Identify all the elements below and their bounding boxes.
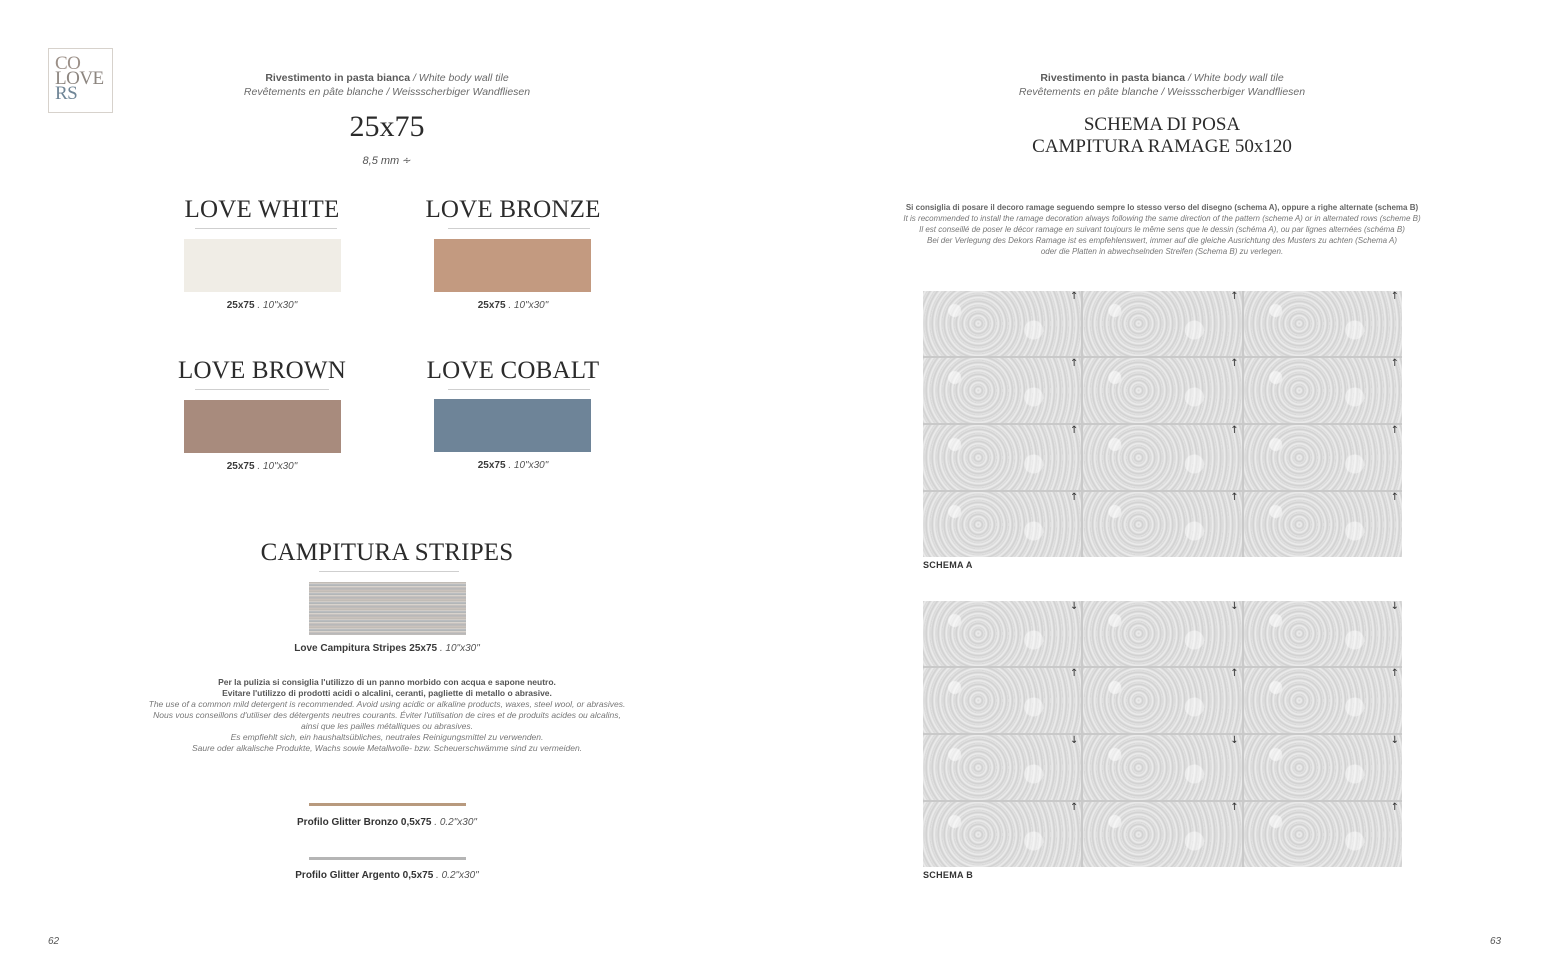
schema-b-label: SCHEMA B	[923, 870, 974, 880]
tile-size-bold: 25x75	[226, 300, 255, 311]
tile-name: LOVE WHITE	[184, 196, 340, 223]
size-title: 25x75	[349, 110, 425, 143]
arrow-up-icon: ↑	[1230, 668, 1239, 679]
arrow-up-icon: ↑	[1230, 358, 1239, 369]
note-line: Il est conseillé de poser le décor ramage en suivant toujours le même sens que le dessin (schéma A), ou par lignes alternées (schéma B)	[919, 225, 1405, 234]
stripes-section	[237, 539, 537, 572]
ramage-tile	[1083, 291, 1241, 356]
swatch-love-bronze	[434, 239, 591, 292]
ramage-tile	[1244, 601, 1402, 666]
tile-size-label	[162, 461, 362, 472]
arrow-up-icon: ↑	[1069, 802, 1079, 813]
tile-card-love-brown	[161, 357, 363, 390]
left-subtitle	[187, 71, 587, 99]
ramage-tile	[923, 735, 1081, 800]
ramage-tile	[1244, 291, 1402, 356]
tile-size-label	[413, 460, 613, 471]
arrow-up-icon: ↑	[1069, 425, 1079, 436]
arrow-up-icon: ↑	[1069, 358, 1079, 369]
right-subtitle-line2: Revêtements en pâte blanche / Weissscherbiger Wandfliesen	[1018, 86, 1306, 98]
ramage-tile	[1083, 492, 1241, 557]
arrow-up-icon: ↑	[1230, 291, 1239, 302]
left-subtitle-bold: Rivestimento in pasta bianca	[265, 72, 411, 84]
schema-b-grid	[923, 601, 1402, 867]
ramage-tile	[1244, 492, 1402, 557]
schema-title-line-1: SCHEMA DI POSA	[1083, 114, 1241, 135]
logo-line-1: CO	[55, 53, 81, 74]
tile-card-love-cobalt	[412, 357, 614, 390]
ramage-tile	[923, 291, 1081, 356]
arrow-down-icon: ↓	[1069, 601, 1079, 612]
schema-title-line-2: CAMPITURA RAMAGE 50x120	[1032, 136, 1292, 157]
arrow-up-icon: ↑	[1069, 492, 1079, 503]
ramage-tile	[1244, 668, 1402, 733]
arrow-down-icon: ↓	[1230, 735, 1239, 746]
note-line: oder die Platten in abwechselnden Streifen (Schema B) zu verlegen.	[1040, 247, 1284, 256]
cleaning-line: ainsi que les pailles métalliques ou abrasives.	[301, 721, 473, 731]
stripes-size-bold: Love Campitura Stripes 25x75	[294, 643, 438, 654]
ramage-tile	[1083, 802, 1241, 867]
arrow-up-icon: ↑	[1390, 668, 1399, 679]
tile-size-rest: . 10"x30"	[505, 300, 549, 311]
right-subtitle	[962, 71, 1362, 99]
installation-note	[862, 202, 1462, 257]
tile-name: LOVE BRONZE	[425, 196, 601, 223]
tile-card-love-bronze	[412, 196, 614, 229]
arrow-up-icon: ↑	[1390, 425, 1399, 436]
ramage-tile	[923, 802, 1081, 867]
schema-a-label: SCHEMA A	[923, 560, 973, 570]
tile-size-rest: . 10"x30"	[254, 300, 298, 311]
stripes-divider	[319, 571, 459, 572]
tile-size-rest: . 10"x30"	[254, 461, 298, 472]
tile-size-label	[413, 300, 613, 311]
profile-line-bronzo	[309, 803, 466, 806]
profile-label-bronzo	[237, 817, 537, 828]
arrow-up-icon: ↑	[1069, 291, 1079, 302]
logo-line-3: RS	[55, 83, 78, 104]
swatch-love-brown	[184, 400, 341, 453]
cleaning-line: Per la pulizia si consiglia l'utilizzo di un panno morbido con acqua e sapone neutro.	[218, 677, 556, 687]
colovers-logo	[48, 48, 113, 113]
cleaning-line: Nous vous conseillons d'utiliser des détergents neutres courants. Éviter l'utilisation de cires et de produits acides ou alcalins,	[153, 710, 621, 720]
tile-size-bold: 25x75	[477, 300, 506, 311]
profile-label-rest: . 0.2"x30"	[433, 870, 479, 881]
note-line: Si consiglia di posare il decoro ramage seguendo sempre lo stesso verso del disegno (schema A), oppure a righe alternate (schema B)	[905, 203, 1419, 212]
profile-label-bold: Profilo Glitter Bronzo 0,5x75	[297, 817, 432, 828]
profile-label-argento	[237, 870, 537, 881]
tile-size-bold: 25x75	[226, 461, 255, 472]
ramage-tile	[1244, 802, 1402, 867]
cleaning-line: Saure oder alkalische Produkte, Wachs sowie Metallwolle- bzw. Scheuerschwämme sind zu vermeiden.	[191, 743, 583, 753]
tile-name: LOVE COBALT	[426, 357, 600, 384]
arrow-down-icon: ↓	[1390, 735, 1399, 746]
cleaning-line: Es empfiehlt sich, ein haushaltsübliches, neutrales Reinigungsmittel zu verwenden.	[230, 732, 544, 742]
ramage-tile	[923, 668, 1081, 733]
arrow-down-icon: ↓	[1069, 735, 1079, 746]
note-line: It is recommended to install the ramage decoration always following the same direction of the pattern (scheme A) or in alternated rows (scheme B)	[903, 214, 1421, 223]
logo-line-2: LOVE	[55, 68, 104, 89]
schema-a-grid	[923, 291, 1402, 557]
arrow-up-icon: ↑	[1390, 358, 1399, 369]
ramage-tile	[1083, 668, 1241, 733]
ramage-tile	[923, 492, 1081, 557]
ramage-tile	[1244, 425, 1402, 490]
stripes-title: CAMPITURA STRIPES	[260, 539, 514, 566]
stripes-size-rest: . 10"x30"	[437, 643, 480, 654]
ramage-tile	[1083, 735, 1241, 800]
swatch-love-white	[184, 239, 341, 292]
arrow-down-icon: ↓	[1230, 601, 1239, 612]
tile-name: LOVE BROWN	[178, 357, 346, 384]
arrow-up-icon: ↑	[1230, 425, 1239, 436]
ramage-tile	[1083, 358, 1241, 423]
tile-divider	[195, 228, 337, 229]
arrow-up-icon: ↑	[1230, 492, 1239, 503]
cleaning-line: Evitare l'utilizzo di prodotti acidi o alcalini, ceranti, pagliette di metallo o abrasive.	[222, 688, 552, 698]
tile-size-rest: . 10"x30"	[505, 460, 549, 471]
ramage-tile	[923, 358, 1081, 423]
arrow-up-icon: ↑	[1390, 291, 1399, 302]
ramage-tile	[1083, 601, 1241, 666]
tile-divider	[195, 389, 329, 390]
swatch-love-cobalt	[434, 399, 591, 452]
arrow-up-icon: ↑	[1069, 668, 1079, 679]
note-line: Bei der Verlegung des Dekors Ramage ist es empfehlenswert, immer auf die gleiche Ausrichtung des Musters zu achten (Schema A)	[927, 236, 1397, 245]
thickness-label: 8,5 mm ∻	[362, 155, 412, 167]
swatch-campitura-stripes	[309, 582, 466, 635]
schema-title	[962, 114, 1362, 158]
tile-card-love-white	[161, 196, 363, 229]
page-number-right: 63	[1490, 936, 1502, 947]
stripes-size-label	[237, 643, 537, 654]
ramage-tile	[923, 601, 1081, 666]
left-subtitle-rest: / White body wall tile	[410, 72, 509, 84]
profile-label-rest: . 0.2"x30"	[431, 817, 477, 828]
ramage-tile	[1244, 735, 1402, 800]
ramage-tile	[1244, 358, 1402, 423]
left-subtitle-line2: Revêtements en pâte blanche / Weissscherbiger Wandfliesen	[243, 86, 531, 98]
tile-divider	[448, 389, 590, 390]
right-subtitle-rest: / White body wall tile	[1185, 72, 1284, 84]
ramage-tile	[1083, 425, 1241, 490]
right-subtitle-bold: Rivestimento in pasta bianca	[1040, 72, 1186, 84]
tile-size-bold: 25x75	[477, 460, 506, 471]
cleaning-instructions	[107, 677, 667, 754]
arrow-down-icon: ↓	[1390, 601, 1399, 612]
profile-label-bold: Profilo Glitter Argento 0,5x75	[295, 870, 434, 881]
ramage-tile	[923, 425, 1081, 490]
tile-size-label	[162, 300, 362, 311]
arrow-up-icon: ↑	[1230, 802, 1239, 813]
arrow-up-icon: ↑	[1390, 492, 1399, 503]
cleaning-line: The use of a common mild detergent is recommended. Avoid using acidic or alkaline products, waxes, steel wool, or abrasives.	[148, 699, 626, 709]
tile-divider	[448, 228, 590, 229]
profile-line-argento	[309, 857, 466, 860]
page-number-left: 62	[48, 936, 60, 947]
arrow-up-icon: ↑	[1390, 802, 1399, 813]
